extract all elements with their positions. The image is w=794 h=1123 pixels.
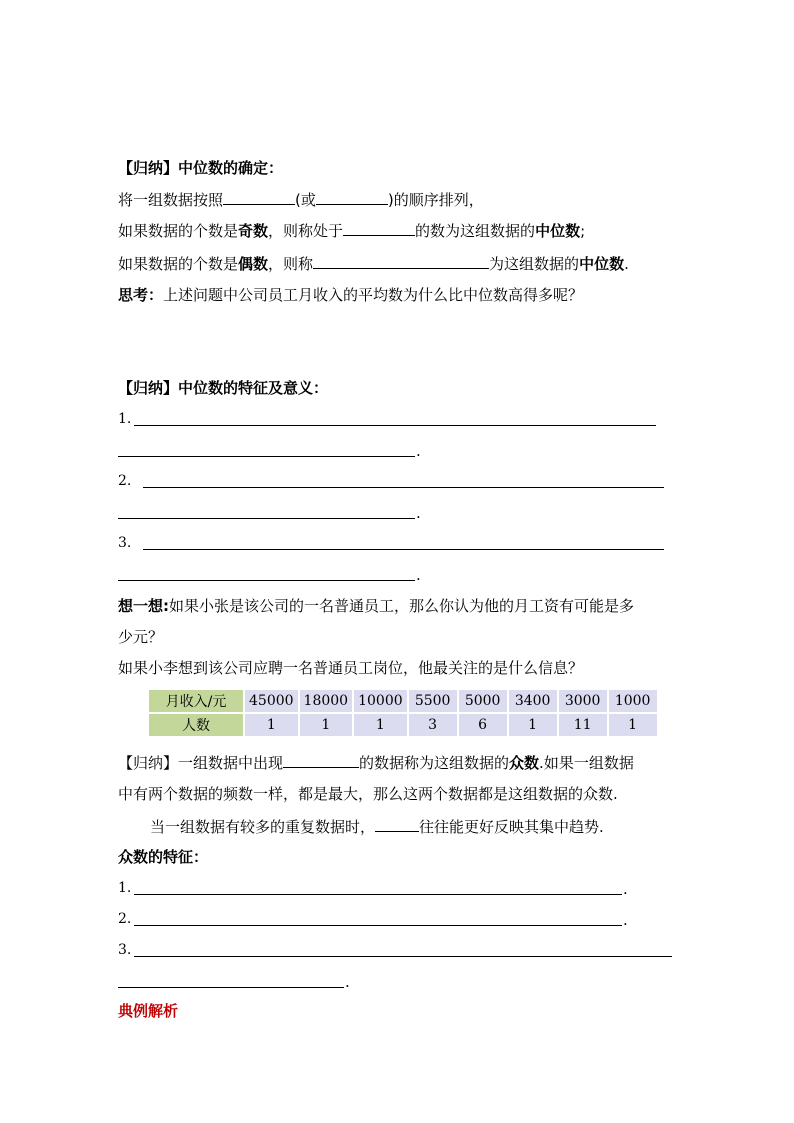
table-cell: 3400 (509, 690, 557, 712)
median-heading-label: 【归纳】中位数的确定： (118, 159, 284, 177)
think-more-label: 想一想: (118, 597, 169, 615)
think-question (118, 285, 583, 305)
text: 如果小李想到该公司应聘一名普通员工岗位，他最关注的是什么信息？ (118, 659, 584, 677)
table-row (149, 714, 657, 736)
table-cell: 1 (245, 714, 298, 736)
text: 如果数据的个数是 (118, 222, 239, 240)
text: 的数据称为这组数据的 (359, 754, 510, 772)
text: 往往能更好反映其集中趋势. (419, 818, 604, 836)
end-dot: . (416, 442, 421, 460)
median-line-1 (118, 189, 484, 209)
item-number: 1. (118, 411, 132, 427)
table-cell: 1 (509, 714, 557, 736)
text: 中有两个数据的频数一样，都是最大，那么这两个数据都是这组数据的众数. (118, 785, 618, 803)
heading-label: 众数的特征： (118, 848, 209, 866)
median-features-heading (118, 378, 328, 398)
text: 将一组数据按照 (118, 191, 224, 209)
header-count: 人数 (149, 714, 243, 736)
text: )的顺序排列， (387, 191, 484, 209)
item-number: 1. (118, 880, 132, 896)
term-even: 偶数 (238, 255, 269, 273)
answer-line[interactable] (134, 894, 622, 895)
header-income: 月收入/元 (149, 690, 243, 712)
fill-blank[interactable] (375, 816, 419, 832)
table-cell: 1 (609, 714, 657, 736)
text: 少元？ (118, 628, 164, 646)
answer-line[interactable] (118, 987, 344, 988)
think-label: 思考： (118, 286, 164, 304)
think-text: 上述问题中公司员工月收入的平均数为什么比中位数高得多呢？ (163, 286, 584, 304)
think-more-line-2 (118, 627, 163, 647)
answer-line[interactable] (134, 956, 672, 957)
end-dot: . (623, 880, 628, 898)
table-cell: 3 (409, 714, 457, 736)
text: ，则称处于 (268, 222, 344, 240)
term-median: 中位数 (535, 222, 581, 240)
heading-label: 【归纳】中位数的特征及意义： (118, 379, 329, 397)
text: 如果小张是该公司的一名普通员工，那么你认为他的月工资有可能是多 (169, 597, 635, 615)
table-cell: 3000 (559, 690, 607, 712)
text: 【归纳】一组数据中出现 (118, 754, 284, 772)
table-cell: 11 (559, 714, 607, 736)
answer-line[interactable] (118, 580, 415, 581)
table-cell: 6 (459, 714, 507, 736)
end-dot: . (623, 911, 628, 929)
term-odd: 奇数 (238, 222, 269, 240)
text: .如果一组数据 (539, 754, 634, 772)
think-more-line-1 (118, 596, 634, 616)
mode-line-2 (118, 784, 618, 804)
text: (或 (295, 191, 316, 209)
median-line-2 (118, 220, 585, 240)
fill-blank[interactable] (313, 253, 489, 269)
text: ; (580, 222, 586, 240)
table-cell: 1 (300, 714, 353, 736)
median-heading (118, 158, 283, 178)
fill-blank[interactable] (343, 220, 415, 236)
answer-line[interactable] (118, 456, 415, 457)
think-more-question-2 (118, 658, 583, 678)
text: ，则称 (268, 255, 314, 273)
text: 如果数据的个数是 (118, 255, 239, 273)
examples-heading (118, 1001, 178, 1021)
answer-line[interactable] (134, 425, 656, 426)
table-row (149, 690, 657, 712)
income-frequency-table (147, 688, 659, 738)
item-number: 2. (118, 911, 132, 927)
fill-blank[interactable] (223, 189, 295, 205)
table-cell: 5500 (409, 690, 457, 712)
fill-blank[interactable] (283, 752, 359, 768)
item-number: 3. (118, 535, 132, 551)
median-line-3 (118, 253, 629, 273)
end-dot: . (345, 973, 350, 991)
end-dot: . (416, 566, 421, 584)
end-dot: . (416, 504, 421, 522)
answer-line[interactable] (143, 549, 664, 550)
term-median: 中位数 (579, 255, 625, 273)
table-cell: 10000 (354, 690, 407, 712)
answer-line[interactable] (134, 925, 622, 926)
table-cell: 18000 (300, 690, 353, 712)
item-number: 3. (118, 942, 132, 958)
heading-label: 典例解析 (118, 1002, 179, 1020)
term-mode: 众数 (509, 754, 540, 772)
answer-line[interactable] (143, 487, 664, 488)
text: 当一组数据有较多的重复数据时， (150, 818, 376, 836)
table-cell: 1000 (609, 690, 657, 712)
table-cell: 1 (354, 714, 407, 736)
mode-line-3 (150, 816, 604, 836)
answer-line[interactable] (118, 518, 415, 519)
mode-line-1 (118, 752, 634, 772)
fill-blank[interactable] (316, 189, 388, 205)
mode-features-heading (118, 847, 208, 867)
text: 为这组数据的 (489, 255, 580, 273)
text: 的数为这组数据的 (415, 222, 536, 240)
text: . (624, 255, 629, 273)
table-cell: 5000 (459, 690, 507, 712)
table-cell: 45000 (245, 690, 298, 712)
item-number: 2. (118, 473, 132, 489)
